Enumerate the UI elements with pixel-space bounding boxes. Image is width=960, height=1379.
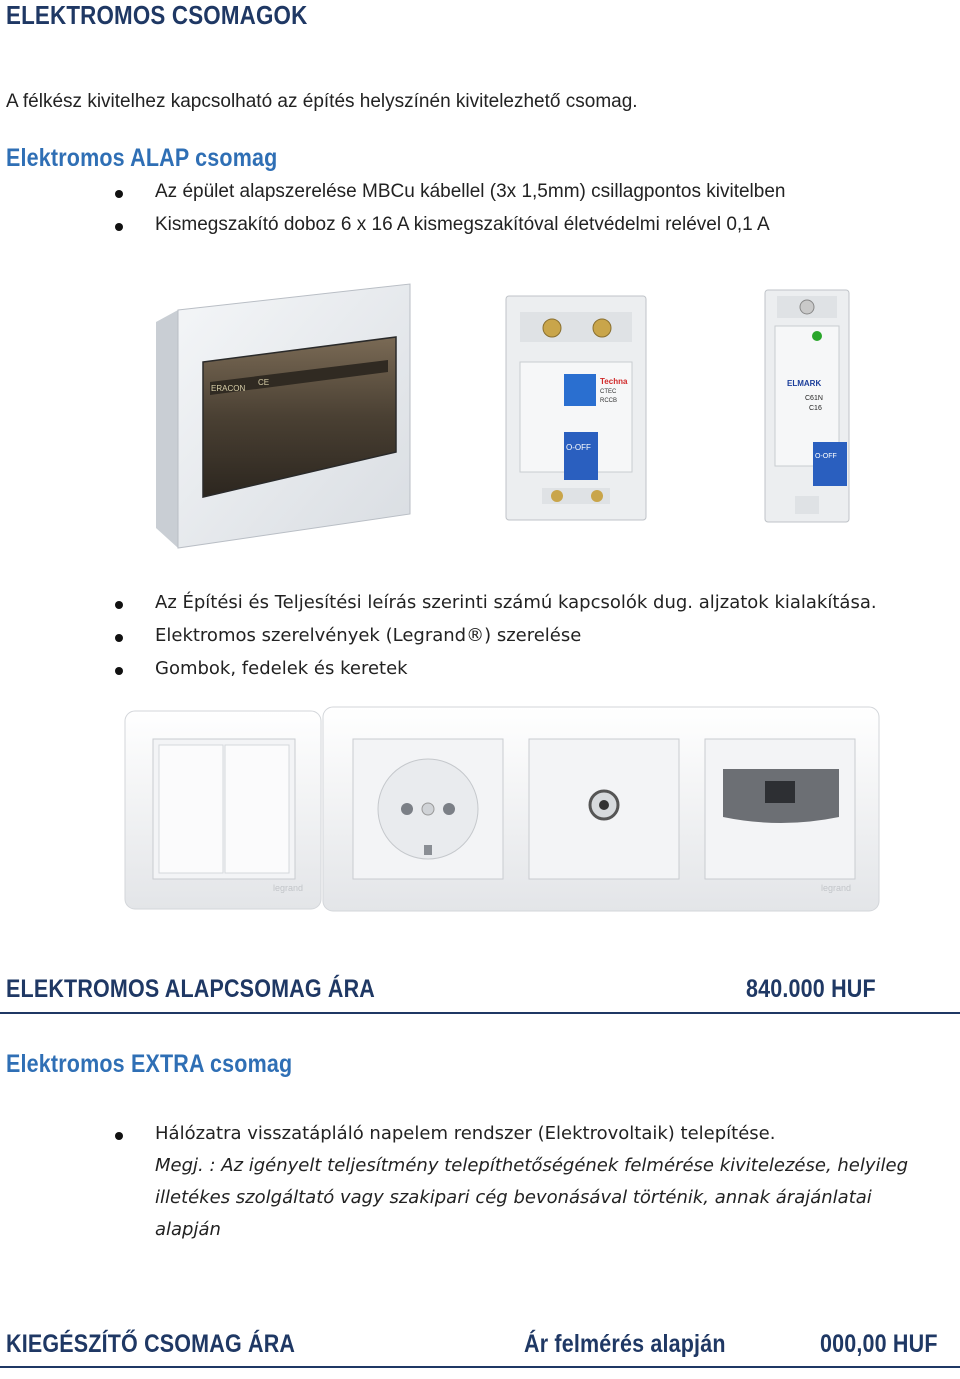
intro-text: A félkész kivitelhez kapcsolható az építés helyszínén kivitelezhető csomag. bbox=[6, 91, 638, 112]
list-item-text: Elektromos szerelvények (Legrand®) szerelése bbox=[155, 625, 582, 646]
extra-package-heading: Elektromos EXTRA csomag bbox=[6, 1050, 293, 1078]
alap-package-heading: Elektromos ALAP csomag bbox=[6, 144, 278, 172]
mcb-model-label: C61N bbox=[805, 395, 823, 402]
supplementary-price-note: Ár felmérés alapján bbox=[524, 1330, 726, 1358]
supplementary-price-label: KIEGÉSZÍTŐ CSOMAG ÁRA bbox=[6, 1330, 296, 1358]
list-item-text: Hálózatra visszatápláló napelem rendszer (Elektrovoltaik) telepítése. bbox=[155, 1123, 776, 1144]
divider bbox=[0, 1012, 960, 1014]
bullet-icon bbox=[115, 601, 123, 609]
mcb-off-label: O-OFF bbox=[815, 453, 837, 460]
divider bbox=[0, 1366, 960, 1368]
rccb-off-label: O-OFF bbox=[566, 443, 591, 452]
list-item-text: Az épület alapszerelése MBCu kábellel (3x 1,5mm) csillagpontos kivitelben bbox=[155, 181, 786, 202]
enclosure-brand-label: ERACON bbox=[211, 384, 246, 393]
page-title: ELEKTROMOS CSOMAGOK bbox=[6, 0, 308, 30]
bullet-icon bbox=[115, 223, 123, 231]
bullet-icon bbox=[115, 667, 123, 675]
legrand-logo-left: legrand bbox=[273, 883, 304, 893]
rccb-model-label: CTEC bbox=[600, 389, 617, 395]
legrand-socket-frame-image bbox=[123, 705, 883, 915]
list-item-text: Az Építési és Teljesítési leírás szerinti számú kapcsolók dug. aljzatok kialakítása. bbox=[155, 592, 877, 613]
rccb-brand-label: Techna bbox=[600, 377, 628, 386]
alap-price-value: 840.000 HUF bbox=[746, 975, 876, 1003]
mcb-brand-label: ELMARK bbox=[787, 379, 822, 388]
mcb-rating-label: C16 bbox=[809, 405, 822, 412]
alap-price-label: ELEKTROMOS ALAPCSOMAG ÁRA bbox=[6, 975, 376, 1003]
legrand-logo-right: legrand bbox=[821, 883, 852, 893]
rccb-device-image bbox=[502, 292, 650, 524]
list-item-text: Gombok, fedelek és keretek bbox=[155, 658, 408, 679]
ce-mark: CE bbox=[258, 378, 270, 387]
note-line: alapján bbox=[155, 1219, 221, 1240]
rccb-type-label: RCCB bbox=[600, 398, 618, 404]
mcb-device-image bbox=[757, 286, 857, 526]
note-line: Megj. : Az igényelt teljesítmény telepíthetőségének felmérése kivitelezése, helyileg bbox=[155, 1155, 909, 1176]
bullet-icon bbox=[115, 1132, 123, 1140]
bullet-icon bbox=[115, 190, 123, 198]
bullet-icon bbox=[115, 634, 123, 642]
distribution-box-image bbox=[148, 282, 413, 552]
supplementary-price-value: 000,00 HUF bbox=[820, 1330, 938, 1358]
list-item-text: Kismegszakító doboz 6 x 16 A kismegszakítóval életvédelmi relével 0,1 A bbox=[155, 214, 770, 235]
note-line: illetékes szolgáltató vagy szakipari cég bevonásával történik, annak árajánlatai bbox=[155, 1187, 872, 1208]
